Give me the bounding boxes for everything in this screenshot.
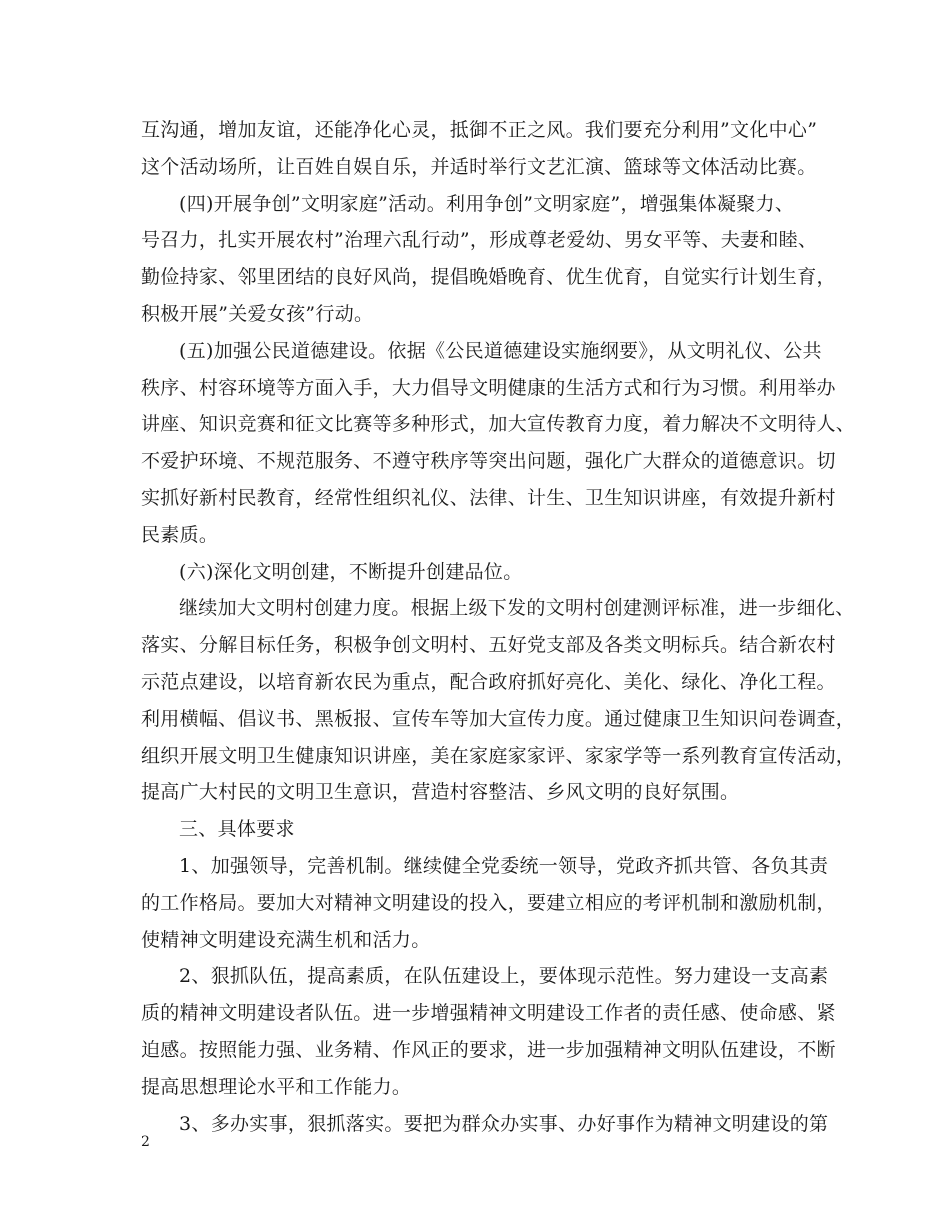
document-body xyxy=(141,112,856,1142)
section-heading: 三、具体要求 xyxy=(179,818,295,841)
page-number: 2 xyxy=(141,1134,150,1150)
text-line: 示范点建设，以培育新农民为重点，配合政府抓好亮化、美化、绿化、净化工程。 xyxy=(141,670,836,693)
text-line: 落实、分解目标任务，积极争创文明村、五好党支部及各类文明标兵。结合新农村 xyxy=(141,634,836,657)
text-line: 互沟通，增加友谊，还能净化心灵，抵御不正之风。我们要充分利用”文化中心” xyxy=(141,119,818,141)
text-line: 讲座、知识竞赛和征文比赛等多种形式，加大宣传教育力度，着力解决不文明待人、 xyxy=(141,413,856,436)
text-line: 使精神文明建设充满生机和活力。 xyxy=(141,928,431,951)
text-line: 这个活动场所，让百姓自娱自乐，并适时举行文艺汇演、篮球等文体活动比赛。 xyxy=(141,155,817,178)
text-line: (五)加强公民道德建设。依据《公民道德建设实施纲要》，从文明礼仪、公共 xyxy=(179,339,822,362)
text-line: 继续加大文明村创建力度。根据上级下发的文明村创建测评标准，进一步细化、 xyxy=(179,597,855,620)
text-line: (六)深化文明创建，不断提升创建品位。 xyxy=(179,560,523,583)
text-line: 质的精神文明建设者队伍。进一步增强精神文明建设工作者的责任感、使命感、紧 xyxy=(141,1002,836,1025)
text-line: 的工作格局。要加大对精神文明建设的投入，要建立相应的考评机制和激励机制， xyxy=(141,891,836,914)
text-line: (四)开展争创”文明家庭”活动。利用争创”文明家庭”，增强集体凝聚力、 xyxy=(179,192,795,215)
text-line: 组织开展文明卫生健康知识讲座，美在家庭家家评、家家学等一系列教育宣传活动， xyxy=(141,744,856,767)
text-line: 民素质。 xyxy=(141,523,219,546)
text-line: 积极开展”关爱女孩”行动。 xyxy=(141,302,374,325)
text-line: 提高广大村民的文明卫生意识，营造村容整洁、乡风文明的良好氛围。 xyxy=(141,781,740,804)
text-line: 提高思想理论水平和工作能力。 xyxy=(141,1075,412,1098)
text-line: 实抓好新村民教育，经常性组织礼仪、法律、计生、卫生知识讲座，有效提升新村 xyxy=(141,486,836,509)
text-line: 3、多办实事，狠抓落实。要把为群众办实事、办好事作为精神文明建设的第 xyxy=(179,1112,829,1135)
text-line: 2、狠抓队伍，提高素质，在队伍建设上，要体现示范性。努力建设一支高素 xyxy=(179,965,829,988)
text-line: 利用横幅、倡议书、黑板报、宣传车等加大宣传力度。通过健康卫生知识问卷调查， xyxy=(141,707,856,730)
text-line: 秩序、村容环境等方面入手，大力倡导文明健康的生活方式和行为习惯。利用举办 xyxy=(141,376,836,399)
text-line: 号召力，扎实开展农村”治理六乱行动”，形成尊老爱幼、男女平等、夫妻和睦、 xyxy=(141,229,818,252)
text-line: 不爱护环境、不规范服务、不遵守秩序等突出问题，强化广大群众的道德意识。切 xyxy=(141,450,836,473)
text-line: 迫感。按照能力强、业务精、作风正的要求，进一步加强精神文明队伍建设，不断 xyxy=(141,1038,836,1061)
text-line: 1、加强领导，完善机制。继续健全党委统一领导，党政齐抓共管、各负其责 xyxy=(179,854,829,877)
text-line: 勤俭持家、邻里团结的良好风尚，提倡晚婚晚育、优生优育，自觉实行计划生育， xyxy=(141,266,836,289)
